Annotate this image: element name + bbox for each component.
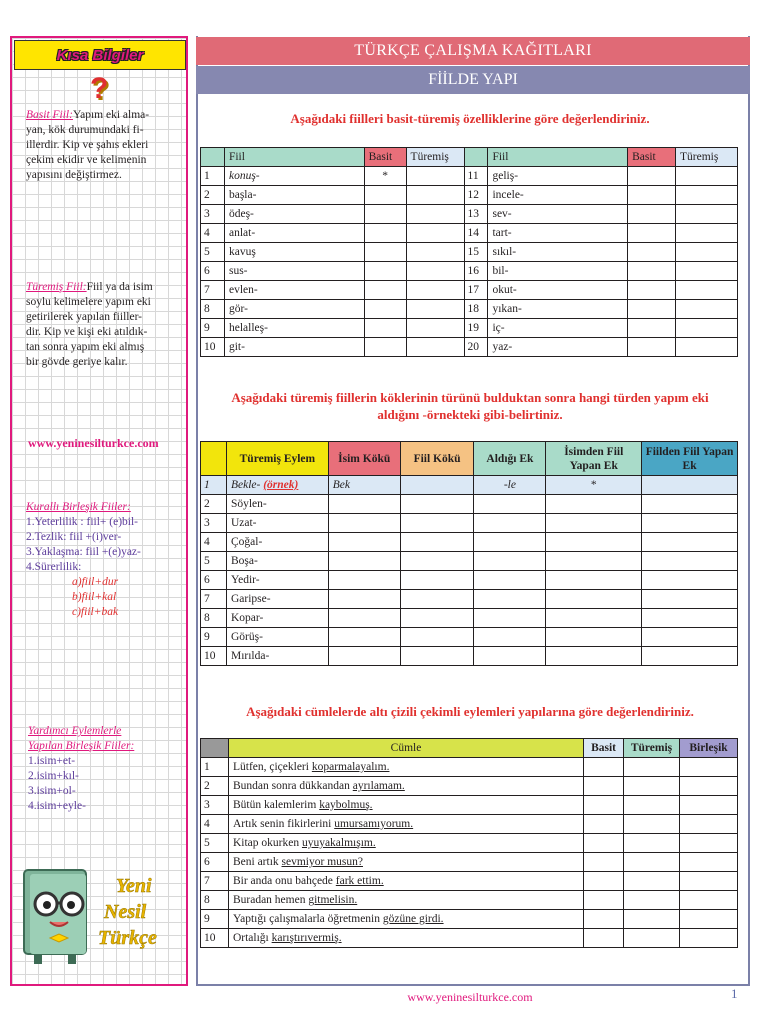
answer-cell[interactable] (406, 338, 464, 357)
table-row: 8 Kopar- (201, 609, 738, 628)
answer-cell[interactable] (328, 495, 400, 514)
answer-cell[interactable] (676, 243, 738, 262)
table-row: 2 Bundan sonra dükkandan ayrılamam. (201, 777, 738, 796)
answer-cell[interactable] (676, 319, 738, 338)
answer-cell[interactable] (642, 571, 738, 590)
table-row: 9 Görüş- (201, 628, 738, 647)
kuralli-birlesik-note: Kurallı Birleşik Fiiler: 1.Yeterlilik : fiil+ (e)bil- 2.Tezlik: fiil +(i)ver- 3.Yaklaşma: fiil +(e)yaz- 4.Sürerlilik: a)fiil+dur b)fiil+kal c)fiil+bak (26, 501, 141, 618)
answer-cell[interactable] (584, 929, 624, 948)
question-mark-icon: ? (90, 72, 109, 105)
column-header-birlesik: Birleşik (680, 739, 738, 758)
yardimci-eylem-note: Yardımcı Eylemlerle Yapılan Birleşik Fiiler: 1.isim+et- 2.isim+kıl- 3.isim+ol- 4.isim+eyle- (28, 725, 135, 812)
logo-word-3: Türkçe (98, 927, 157, 949)
column-header-basit: Basit (364, 148, 406, 167)
answer-cell[interactable] (474, 552, 546, 571)
answer-cell[interactable] (584, 758, 624, 777)
answer-cell[interactable] (328, 552, 400, 571)
info-sidebar (10, 36, 188, 986)
answer-cell[interactable] (406, 243, 464, 262)
table-row: 6 sus- 16 bil- (201, 262, 738, 281)
answer-cell[interactable] (584, 891, 624, 910)
answer-cell[interactable] (676, 338, 738, 357)
answer-cell[interactable] (628, 319, 676, 338)
answer-cell[interactable] (546, 514, 642, 533)
column-header-turemis-eylem: Türemiş Eylem (226, 442, 328, 476)
answer-cell[interactable] (364, 205, 406, 224)
answer-cell[interactable] (676, 205, 738, 224)
column-header-isimden-fiil: İsimden Fiil Yapan Ek (546, 442, 642, 476)
answer-cell[interactable] (400, 552, 474, 571)
answer-cell[interactable] (474, 495, 546, 514)
answer-cell[interactable] (624, 910, 680, 929)
example-row: 1 Bekle- (örnek) Bek -le * (201, 476, 738, 495)
answer-cell[interactable] (676, 224, 738, 243)
answer-cell[interactable] (584, 815, 624, 834)
answer-cell[interactable] (406, 300, 464, 319)
answer-cell[interactable] (680, 815, 738, 834)
table-row: 8 Buradan hemen gitmelisin. (201, 891, 738, 910)
table-row: 3 Bütün kalemlerim kaybolmuş. (201, 796, 738, 815)
answer-cell[interactable] (400, 533, 474, 552)
answer-cell[interactable] (680, 796, 738, 815)
answer-cell[interactable] (680, 929, 738, 948)
answer-cell[interactable] (364, 224, 406, 243)
table-row: 7 Garipse- (201, 590, 738, 609)
basit-fiil-note: Basit Fiil:Yapım eki alma- yan, kök durumundaki fi- illerdir. Kip ve şahıs ekleri çekim ekidir ve kelimenin yapısını değiştirmez. (26, 109, 150, 181)
table-row: 10 git- 20 yaz- (201, 338, 738, 357)
column-header-fiil: Fiil (224, 148, 364, 167)
answer-cell[interactable] (400, 609, 474, 628)
answer-cell[interactable] (328, 590, 400, 609)
answer-cell[interactable] (328, 609, 400, 628)
table-row: 5 Kitap okurken uyuyakalmışım. (201, 834, 738, 853)
answer-cell[interactable] (628, 186, 676, 205)
answer-cell[interactable] (642, 590, 738, 609)
table-row: 4 anlat- 14 tart- (201, 224, 738, 243)
answer-cell[interactable] (406, 262, 464, 281)
answer-cell[interactable] (400, 571, 474, 590)
answer-cell[interactable] (406, 319, 464, 338)
column-header-fiilden-fiil: Fiilden Fiil Yapan Ek (642, 442, 738, 476)
answer-cell[interactable] (474, 571, 546, 590)
answer-cell[interactable] (328, 571, 400, 590)
answer-cell[interactable] (364, 300, 406, 319)
answer-cell[interactable] (624, 872, 680, 891)
answer-cell[interactable] (624, 834, 680, 853)
answer-cell[interactable] (628, 167, 676, 186)
answer-cell[interactable] (628, 243, 676, 262)
column-header-isim-koku: İsim Kökü (328, 442, 400, 476)
answer-cell[interactable] (364, 186, 406, 205)
table-header-row (201, 148, 738, 167)
table-row: 9 Yaptığı çalışmalarla öğretmenin gözüne girdi. (201, 910, 738, 929)
answer-cell[interactable] (328, 628, 400, 647)
answer-cell[interactable] (328, 647, 400, 666)
table-row: 5 Boşa- (201, 552, 738, 571)
table-header-row (201, 442, 738, 476)
basit-turemis-table (200, 147, 738, 357)
sidebar-url: www.yeninesilturkce.com (28, 436, 159, 450)
answer-cell[interactable] (406, 224, 464, 243)
answer-cell[interactable] (680, 777, 738, 796)
answer-cell[interactable] (642, 647, 738, 666)
answer-cell[interactable] (680, 891, 738, 910)
table-row: 2 Söylen- (201, 495, 738, 514)
page-subtitle: FİİLDE YAPI (196, 66, 750, 94)
answer-cell[interactable] (642, 628, 738, 647)
table-header-row (201, 739, 738, 758)
answer-cell[interactable] (642, 609, 738, 628)
logo-word-1: Yeni (116, 875, 152, 897)
table-row: 7 Bir anda onu bahçede fark ettim. (201, 872, 738, 891)
answer-cell[interactable] (680, 910, 738, 929)
answer-cell[interactable] (546, 533, 642, 552)
table-row: 1 Lütfen, çiçekleri koparmalayalım. (201, 758, 738, 777)
answer-cell[interactable] (406, 186, 464, 205)
column-header-turemis: Türemiş (676, 148, 738, 167)
table-row: 6 Beni artık sevmiyor musun? (201, 853, 738, 872)
column-header-basit: Basit (584, 739, 624, 758)
answer-cell[interactable] (584, 796, 624, 815)
answer-cell[interactable] (364, 243, 406, 262)
answer-cell[interactable] (328, 514, 400, 533)
table-row: 6 Yedir- (201, 571, 738, 590)
answer-cell[interactable] (624, 815, 680, 834)
column-header-fiil: Fiil (488, 148, 628, 167)
page-number: 1 (731, 986, 738, 1001)
column-header-turemis: Türemiş (406, 148, 464, 167)
answer-cell[interactable] (406, 205, 464, 224)
answer-cell[interactable]: * (364, 167, 406, 186)
answer-cell[interactable] (474, 628, 546, 647)
answer-cell[interactable] (406, 281, 464, 300)
table-row: 3 Uzat- (201, 514, 738, 533)
answer-cell[interactable] (474, 514, 546, 533)
logo-word-2: Nesil (104, 901, 147, 923)
answer-cell[interactable] (474, 533, 546, 552)
book-mascot-icon (16, 858, 188, 968)
answer-cell[interactable] (546, 647, 642, 666)
answer-cell[interactable] (642, 495, 738, 514)
answer-cell[interactable] (676, 262, 738, 281)
answer-cell[interactable] (474, 590, 546, 609)
column-header-basit: Basit (628, 148, 676, 167)
answer-cell[interactable] (680, 872, 738, 891)
sidebar-title: Kısa Bilgiler (14, 40, 186, 70)
answer-cell[interactable] (364, 319, 406, 338)
table-row: 10 Ortalığı karıştırıvermiş. (201, 929, 738, 948)
table-row: 5 kavuş 15 sıkıl- (201, 243, 738, 262)
answer-cell[interactable] (400, 647, 474, 666)
answer-cell[interactable] (624, 777, 680, 796)
table-row: 4 Artık senin fikirlerini umursamıyorum. (201, 815, 738, 834)
answer-cell[interactable] (364, 281, 406, 300)
section3-instruction: Aşağıdaki cümlelerde altı çizili çekimli eylemleri yapılarına göre değerlendiriniz. (246, 704, 694, 719)
section2-instruction: Aşağıdaki türemiş fiillerin köklerinin türünü bulduktan sonra hangi türden yapım eki aldığını -örnekteki gibi-belirtiniz. (231, 390, 709, 422)
kok-turu-table (200, 441, 738, 666)
answer-cell[interactable] (546, 552, 642, 571)
answer-cell[interactable] (624, 929, 680, 948)
answer-cell[interactable] (400, 590, 474, 609)
answer-cell[interactable] (584, 872, 624, 891)
answer-cell[interactable] (676, 300, 738, 319)
book-mascot-logo (16, 858, 188, 968)
answer-cell[interactable] (628, 281, 676, 300)
turemis-fiil-term: Türemiş Fiil: (26, 281, 87, 293)
answer-cell[interactable] (406, 167, 464, 186)
answer-cell[interactable] (680, 758, 738, 777)
answer-cell[interactable] (624, 891, 680, 910)
column-header-aldigi-ek: Aldığı Ek (474, 442, 546, 476)
answer-cell[interactable] (584, 834, 624, 853)
page-title: TÜRKÇE ÇALIŞMA KAĞITLARI (196, 37, 750, 65)
basit-fiil-term: Basit Fiil: (26, 109, 73, 121)
answer-cell[interactable] (628, 338, 676, 357)
answer-cell[interactable] (624, 796, 680, 815)
table-row: 7 evlen- 17 okut- (201, 281, 738, 300)
answer-cell[interactable] (546, 590, 642, 609)
answer-cell[interactable] (628, 262, 676, 281)
answer-cell[interactable] (676, 281, 738, 300)
answer-cell[interactable] (642, 552, 738, 571)
answer-cell[interactable] (474, 647, 546, 666)
cumle-eylem-table (200, 738, 738, 948)
answer-cell[interactable] (546, 495, 642, 514)
answer-cell[interactable] (364, 262, 406, 281)
answer-cell[interactable] (584, 910, 624, 929)
column-header-cumle: Cümle (228, 739, 583, 758)
answer-cell[interactable] (628, 205, 676, 224)
answer-cell[interactable] (680, 834, 738, 853)
answer-cell[interactable] (546, 628, 642, 647)
answer-cell[interactable] (400, 514, 474, 533)
table-row: 2 başla- 12 incele- (201, 186, 738, 205)
answer-cell[interactable] (628, 224, 676, 243)
answer-cell[interactable] (676, 167, 738, 186)
answer-cell[interactable] (364, 338, 406, 357)
turemis-fiil-note: Türemiş Fiil:Fiil ya da isim soylu kelimelere yapım eki getirilerek yapılan fiiller- dir. Kip ve kişi eki atıldık- tan sonra yapım eki almış bir gövde geriye kalır. (26, 281, 153, 368)
answer-cell[interactable] (642, 514, 738, 533)
section1-instruction: Aşağıdaki fiilleri basit-türemiş özelliklerine göre değerlendiriniz. (290, 111, 650, 126)
table-row: 10 Mırılda- (201, 647, 738, 666)
answer-cell[interactable] (584, 853, 624, 872)
answer-cell[interactable] (624, 853, 680, 872)
table-row: 1 konuş- * 11 geliş- (201, 167, 738, 186)
table-row: 8 gör- 18 yıkan- (201, 300, 738, 319)
answer-cell[interactable] (328, 533, 400, 552)
answer-cell[interactable] (628, 300, 676, 319)
answer-cell[interactable] (400, 628, 474, 647)
answer-cell[interactable] (624, 758, 680, 777)
answer-cell[interactable] (474, 609, 546, 628)
answer-cell[interactable] (546, 571, 642, 590)
answer-cell[interactable] (546, 609, 642, 628)
answer-cell[interactable] (676, 186, 738, 205)
column-header-fiil-koku: Fiil Kökü (400, 442, 474, 476)
table-row: 9 helalleş- 19 iç- (201, 319, 738, 338)
answer-cell[interactable] (642, 533, 738, 552)
answer-cell[interactable] (584, 777, 624, 796)
column-header-turemis: Türemiş (624, 739, 680, 758)
answer-cell[interactable] (680, 853, 738, 872)
table-row: 3 ödeş- 13 sev- (201, 205, 738, 224)
footer-url: www.yeninesilturkce.com (407, 990, 533, 1004)
answer-cell[interactable] (400, 495, 474, 514)
table-row: 4 Çoğal- (201, 533, 738, 552)
